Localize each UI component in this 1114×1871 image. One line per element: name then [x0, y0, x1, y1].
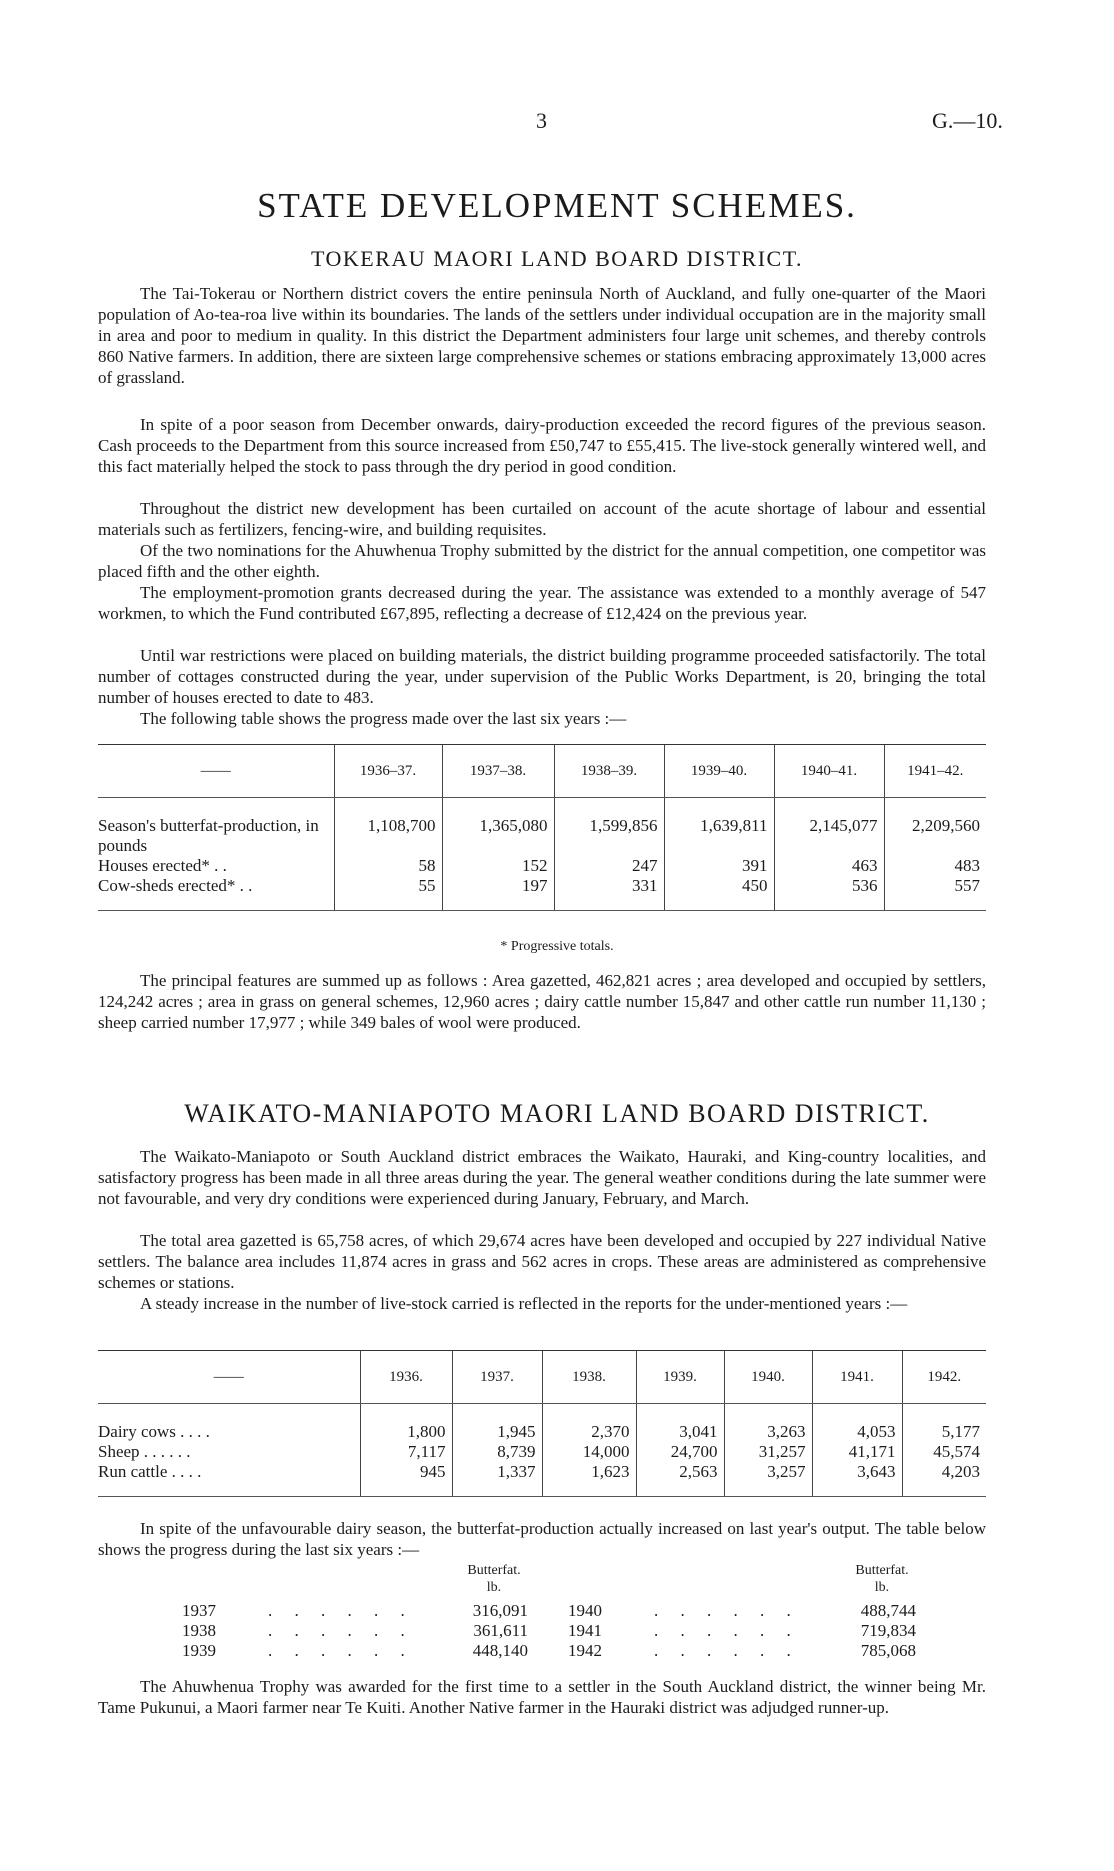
list-item — [568, 1641, 916, 1661]
table-row — [98, 816, 986, 856]
table-cell: 152 — [442, 856, 554, 876]
butterfat-intro: In spite of the unfavourable dairy season, the butterfat-production actually increased on last year's output. The table below shows the progress during the last six years :— — [98, 1519, 986, 1559]
row-label: Cow-sheds erected* . . — [98, 876, 334, 911]
column-header: 1938. — [542, 1351, 636, 1404]
butterfat-year: 1940 — [568, 1601, 602, 1620]
list-item — [568, 1621, 916, 1641]
table-cell: 331 — [554, 876, 664, 911]
butterfat-column-header-right — [840, 1562, 924, 1596]
tokerau-paragraph-1: The Tai-Tokerau or Northern district covers the entire peninsula North of Auckland, and fully one-quarter of the Maori population of Ao-tea-roa live within its boundaries. The lands of the settlers under individual occupation are in the majority small in area and poor to medium in quality. In this district the Department administers four large unit schemes, and thereby controls 860 Native farmers. In addition, there are sixteen large comprehensive schemes or stations embracing approximately 13,000 acres of grassland. — [98, 284, 986, 387]
butterfat-header-title: Butterfat. — [855, 1563, 909, 1578]
butterfat-header-title: Butterfat. — [467, 1563, 521, 1578]
list-item — [568, 1601, 916, 1621]
butterfat-year: 1938 — [182, 1621, 216, 1640]
column-header: 1939–40. — [664, 745, 774, 798]
tokerau-paragraph-2: In spite of a poor season from December onwards, dairy-production exceeded the record figures of the previous season. Cash proceeds to the Department from this source increased from £50,747 to £55,415. The live-stock generally wintered well, and this fact materially helped the stock to pass through the dry period in good condition. — [98, 415, 986, 476]
table-cell: 3,041 — [636, 1422, 724, 1442]
table-corner: —— — [98, 745, 334, 798]
table-spacer-row — [98, 798, 986, 817]
table-cell: 5,177 — [902, 1422, 986, 1442]
butterfat-year: 1939 — [182, 1641, 216, 1660]
butterfat-value: 785,068 — [860, 1641, 916, 1660]
table-cell: 1,623 — [542, 1462, 636, 1497]
table-cell: 3,263 — [724, 1422, 812, 1442]
table-cell: 31,257 — [724, 1442, 812, 1462]
table-cell: 4,053 — [812, 1422, 902, 1442]
tokerau-paragraph-5: The employment-promotion grants decreased during the year. The assistance was extended to a monthly average of 547 workmen, to which the Fund contributed £67,895, reflecting a decrease of £12,424 on the previous year. — [98, 583, 986, 623]
table-cell: 55 — [334, 876, 442, 911]
butterfat-header-unit: lb. — [874, 1580, 890, 1595]
list-item — [182, 1621, 528, 1641]
column-header: 1940–41. — [774, 745, 884, 798]
table-cell: 41,171 — [812, 1442, 902, 1462]
waikato-closing: The Ahuwhenua Trophy was awarded for the first time to a settler in the South Auckland district, the winner being Mr. Tame Pukunui, a Maori farmer near Te Kuiti. Another Native farmer in the Hauraki district was adjudged runner-up. — [98, 1677, 986, 1717]
table-cell: 1,800 — [360, 1422, 452, 1442]
waikato-paragraph-1: The Waikato-Maniapoto or South Auckland district embraces the Waikato, Hauraki, and King-country localities, and satisfactory progress has been made in all three areas during the year. The general weather conditions during the late summer were not favourable, and very dry conditions were experienced during January, February, and March. — [98, 1147, 986, 1208]
tokerau-progress-table — [98, 744, 986, 911]
butterfat-value: 488,744 — [860, 1601, 916, 1620]
table-cell: 391 — [664, 856, 774, 876]
table-header-row — [98, 1351, 986, 1404]
waikato-livestock-table — [98, 1350, 986, 1497]
column-header: 1936. — [360, 1351, 452, 1404]
butterfat-year: 1942 — [568, 1641, 602, 1660]
table-cell: 536 — [774, 876, 884, 911]
table-cell: 14,000 — [542, 1442, 636, 1462]
table-cell: 1,639,811 — [664, 816, 774, 856]
leader-dots: . . . . . . — [654, 1641, 800, 1660]
table-cell: 58 — [334, 856, 442, 876]
document-reference: G.—10. — [932, 108, 1003, 133]
tokerau-summary: The principal features are summed up as follows : Area gazetted, 462,821 acres ; area developed and occupied by settlers, 124,242 acres ; area in grass on general schemes, 12,960 acres ; dairy cattle number 15,847 and other cattle run number 11,130 ; sheep carried number 17,977 ; while 349 bales of wool were produced. — [98, 971, 986, 1032]
leader-dots: . . . . . . — [268, 1641, 414, 1660]
table-cell: 463 — [774, 856, 884, 876]
column-header: 1939. — [636, 1351, 724, 1404]
table-row — [98, 1442, 986, 1462]
table-cell: 2,209,560 — [884, 816, 986, 856]
table-cell: 7,117 — [360, 1442, 452, 1462]
table-cell: 2,370 — [542, 1422, 636, 1442]
column-header: 1937–38. — [442, 745, 554, 798]
table-corner: —— — [98, 1351, 360, 1404]
table-cell: 197 — [442, 876, 554, 911]
waikato-heading: WAIKATO-MANIAPOTO MAORI LAND BOARD DISTRICT. — [184, 1099, 930, 1128]
butterfat-value: 361,611 — [473, 1621, 528, 1640]
table-cell: 3,257 — [724, 1462, 812, 1497]
butterfat-column-header-left — [452, 1562, 536, 1596]
table-cell: 1,365,080 — [442, 816, 554, 856]
leader-dots: . . . . . . — [654, 1621, 800, 1640]
table-cell: 4,203 — [902, 1462, 986, 1497]
leader-dots: . . . . . . — [654, 1601, 800, 1620]
waikato-paragraph-3: A steady increase in the number of live-stock carried is reflected in the reports for the under-mentioned years :— — [140, 1294, 908, 1313]
row-label: Run cattle . . . . — [98, 1462, 360, 1497]
column-header: 1941. — [812, 1351, 902, 1404]
tokerau-heading: TOKERAU MAORI LAND BOARD DISTRICT. — [310, 246, 804, 271]
list-item — [182, 1641, 528, 1661]
table-cell: 247 — [554, 856, 664, 876]
column-header: 1940. — [724, 1351, 812, 1404]
tokerau-paragraph-7: The following table shows the progress made over the last six years :— — [140, 709, 627, 728]
table-row — [98, 876, 986, 911]
column-header: 1937. — [452, 1351, 542, 1404]
tokerau-paragraph-4: Of the two nominations for the Ahuwhenua Trophy submitted by the district for the annual competition, one competitor was placed fifth and the other eighth. — [98, 541, 986, 581]
table-spacer-row — [98, 1404, 986, 1423]
table-cell: 1,337 — [452, 1462, 542, 1497]
leader-dots: . . . . . . — [268, 1601, 414, 1620]
butterfat-value: 316,091 — [472, 1601, 528, 1620]
table-cell: 557 — [884, 876, 986, 911]
table-cell: 945 — [360, 1462, 452, 1497]
table-row — [98, 1422, 986, 1442]
table-cell: 450 — [664, 876, 774, 911]
column-header: 1938–39. — [554, 745, 664, 798]
table-cell: 1,599,856 — [554, 816, 664, 856]
table-cell: 45,574 — [902, 1442, 986, 1462]
butterfat-header-unit: lb. — [486, 1580, 502, 1595]
butterfat-value: 448,140 — [472, 1641, 528, 1660]
butterfat-value: 719,834 — [860, 1621, 916, 1640]
table-footnote: * Progressive totals. — [500, 939, 614, 954]
table-cell: 3,643 — [812, 1462, 902, 1497]
tokerau-paragraph-6: Until war restrictions were placed on building materials, the district building programme proceeded satisfactorily. The total number of cottages constructed during the year, under supervision of the Public Works Department, is 20, bringing the total number of houses erected to date to 483. — [98, 646, 986, 707]
table-cell: 1,108,700 — [334, 816, 442, 856]
row-label: Houses erected* . . — [98, 856, 227, 875]
table-cell: 8,739 — [452, 1442, 542, 1462]
butterfat-year: 1937 — [182, 1601, 216, 1620]
table-header-row — [98, 745, 986, 798]
page-title: STATE DEVELOPMENT SCHEMES. — [257, 186, 857, 225]
table-cell: 483 — [884, 856, 986, 876]
row-label: Sheep . . . . . . — [98, 1442, 191, 1461]
row-label: Season's butterfat-production, in pounds — [98, 816, 319, 855]
row-label: Dairy cows . . . . — [98, 1422, 210, 1441]
table-cell: 24,700 — [636, 1442, 724, 1462]
column-header: 1942. — [902, 1351, 986, 1404]
butterfat-year: 1941 — [568, 1621, 602, 1640]
page-number: 3 — [536, 108, 547, 133]
table-cell: 2,563 — [636, 1462, 724, 1497]
column-header: 1936–37. — [334, 745, 442, 798]
list-item — [182, 1601, 528, 1621]
table-row — [98, 856, 986, 876]
column-header: 1941–42. — [884, 745, 986, 798]
waikato-paragraph-2: The total area gazetted is 65,758 acres, of which 29,674 acres have been developed and occupied by 227 individual Native settlers. The balance area includes 11,874 acres in grass and 562 acres in crops. These areas are administered as comprehensive schemes or stations. — [98, 1231, 986, 1292]
table-row — [98, 1462, 986, 1497]
table-cell: 1,945 — [452, 1422, 542, 1442]
tokerau-paragraph-3: Throughout the district new development has been curtailed on account of the acute shortage of labour and essential materials such as fertilizers, fencing-wire, and building requisites. — [98, 499, 986, 539]
table-cell: 2,145,077 — [774, 816, 884, 856]
leader-dots: . . . . . . — [268, 1621, 414, 1640]
